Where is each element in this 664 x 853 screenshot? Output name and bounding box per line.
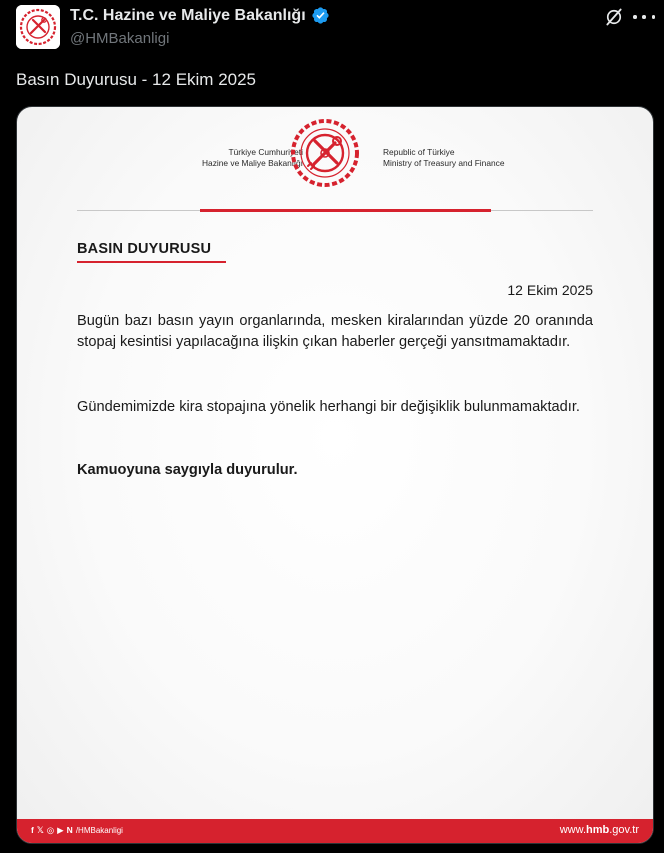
- ministry-seal-icon: [289, 117, 361, 189]
- document-title: BASIN DUYURUSU: [77, 241, 212, 257]
- grok-icon[interactable]: [604, 7, 624, 27]
- footer-handle: /HMBakanligi: [75, 825, 123, 835]
- document-paragraph-2: Gündemimizde kira stopajına yönelik herhangi bir değişiklik bulunmamaktadır.: [77, 399, 580, 415]
- facebook-icon: f: [31, 825, 34, 835]
- youtube-icon: ▶: [57, 825, 64, 835]
- document-paragraph-1: Bugün bazı basın yayın organlarında, mesken kiralarından yüzde 20 oranında stopaj kesintisi yapılacağına ilişkin çıkan haberler gerçeği yansıtmamaktadır.: [77, 313, 593, 350]
- header-right-line2: Ministry of Treasury and Finance: [383, 158, 505, 168]
- header-left-line2: Hazine ve Maliye Bakanlığı: [201, 158, 303, 168]
- document-date: 12 Ekim 2025: [507, 282, 593, 298]
- ministry-name-english: [383, 147, 543, 169]
- display-name-text[interactable]: T.C. Hazine ve Maliye Bakanlığı: [70, 6, 306, 24]
- account-display-name[interactable]: [70, 6, 330, 25]
- title-underline: [77, 261, 226, 263]
- header-right-line1: Republic of Türkiye: [383, 147, 455, 157]
- ministry-seal-icon: [16, 5, 60, 49]
- ministry-name-turkish: [187, 147, 303, 169]
- verified-badge-icon: [311, 6, 330, 25]
- header-left-line1: Türkiye Cumhuriyeti: [228, 147, 303, 157]
- nsosyal-icon: N: [66, 825, 73, 835]
- account-avatar[interactable]: [16, 5, 60, 49]
- header-divider-accent: [200, 209, 491, 212]
- footer-url-prefix: www.: [559, 824, 586, 836]
- attached-image[interactable]: [16, 106, 654, 844]
- account-handle[interactable]: @HMBakanligi: [70, 30, 170, 47]
- x-icon: 𝕏: [36, 825, 44, 835]
- document-footer: [17, 819, 653, 843]
- more-icon[interactable]: [633, 7, 655, 27]
- footer-url-suffix: .gov.tr: [609, 824, 639, 836]
- footer-url-domain: hmb: [586, 824, 610, 836]
- document-closing: Kamuoyuna saygıyla duyurulur.: [77, 462, 298, 478]
- instagram-icon: ◎: [46, 825, 55, 835]
- footer-url: [560, 824, 639, 836]
- footer-social: [31, 825, 123, 835]
- tweet-text: Basın Duyurusu - 12 Ekim 2025: [16, 70, 257, 89]
